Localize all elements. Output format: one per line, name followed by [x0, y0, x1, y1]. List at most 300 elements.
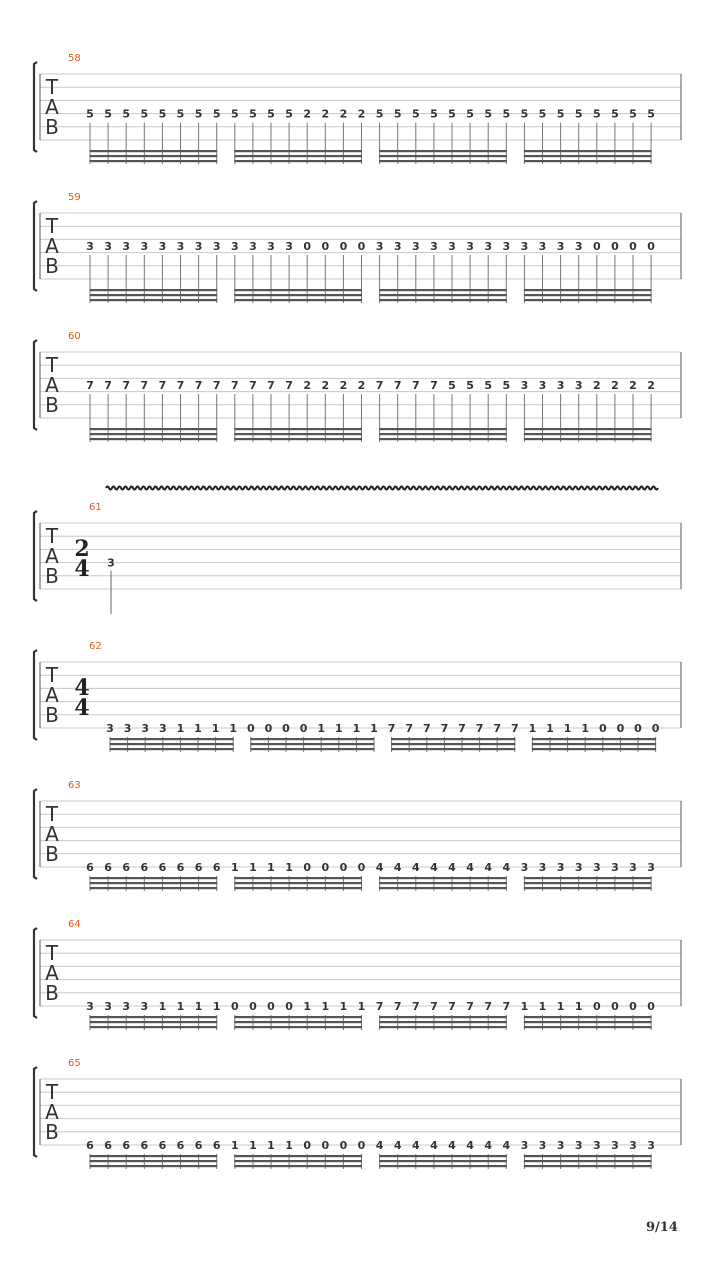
fret-number: 1: [211, 722, 220, 735]
tab-clef-letter: A: [45, 234, 59, 258]
system-bracket: [34, 1067, 37, 1157]
fret-number: 3: [411, 240, 420, 253]
beam: [532, 738, 656, 740]
beam: [90, 160, 218, 162]
vibrato-line: [106, 487, 658, 490]
beam: [90, 1155, 218, 1157]
fret-number: 0: [282, 722, 290, 735]
fret-number: 6: [212, 1139, 221, 1152]
beam: [234, 438, 362, 440]
beam: [90, 1016, 218, 1018]
fret-number: 1: [249, 1139, 257, 1152]
fret-number: 7: [502, 1000, 511, 1013]
tab-clef-letter: B: [45, 564, 59, 588]
fret-number: 0: [339, 1139, 348, 1152]
fret-number: 5: [194, 107, 203, 121]
fret-number: 0: [264, 722, 273, 735]
fret-number: 1: [317, 722, 326, 735]
beam: [234, 877, 362, 879]
fret-number: 5: [466, 379, 474, 392]
fret-number: 1: [176, 722, 185, 735]
fret-number: 3: [484, 240, 493, 253]
fret-number: 3: [556, 1139, 565, 1152]
fret-number: 5: [448, 107, 456, 121]
fret-number: 2: [357, 107, 366, 121]
tab-clef-letter: T: [45, 802, 59, 826]
fret-number: 3: [647, 1139, 655, 1152]
fret-number: 5: [104, 107, 112, 121]
fret-number: 5: [484, 379, 493, 392]
beam: [379, 438, 507, 440]
beam: [524, 433, 652, 435]
tab-clef-letter: A: [45, 95, 59, 119]
beam: [379, 289, 507, 291]
fret-number: 7: [484, 1000, 493, 1013]
tab-clef-letter: A: [45, 544, 59, 568]
fret-number: 5: [430, 107, 438, 121]
fret-number: 3: [122, 1000, 131, 1013]
beam: [379, 155, 507, 157]
fret-number: 3: [538, 1139, 547, 1152]
fret-number: 5: [285, 107, 293, 121]
fret-number: 7: [158, 379, 167, 392]
fret-number: 7: [430, 379, 438, 392]
measure-number: 60: [68, 331, 81, 342]
fret-number: 1: [285, 1139, 293, 1152]
beam: [234, 1021, 362, 1023]
fret-number: 4: [411, 1139, 420, 1152]
fret-number: 6: [158, 1139, 167, 1152]
tab-clef-letter: A: [45, 822, 59, 846]
system-bracket: [34, 201, 37, 291]
tab-clef-letter: B: [45, 1120, 59, 1144]
fret-number: 3: [230, 240, 239, 253]
fret-number: 1: [158, 1000, 167, 1013]
staff-system: [34, 780, 681, 891]
beam: [524, 428, 652, 430]
fret-number: 6: [86, 861, 94, 874]
beam: [391, 738, 515, 740]
beam: [90, 1165, 218, 1167]
beam: [90, 150, 218, 152]
measure-number: 65: [68, 1058, 81, 1069]
beam: [524, 438, 652, 440]
fret-number: 1: [581, 722, 590, 735]
fret-number: 0: [357, 1139, 366, 1152]
fret-number: 0: [321, 240, 330, 253]
fret-number: 4: [484, 861, 493, 874]
beam: [234, 887, 362, 889]
fret-number: 3: [393, 240, 402, 253]
fret-number: 3: [86, 1000, 94, 1013]
fret-number: 1: [546, 722, 554, 735]
beam: [379, 1165, 507, 1167]
tab-clef-letter: A: [45, 1100, 59, 1124]
tab-clef-letter: T: [45, 524, 59, 548]
system-bracket: [34, 928, 37, 1018]
fret-number: 3: [140, 240, 149, 253]
fret-number: 7: [448, 1000, 456, 1013]
fret-number: 5: [502, 107, 511, 121]
tab-clef-letter: T: [45, 75, 59, 99]
beam: [379, 428, 507, 430]
fret-number: 5: [393, 107, 402, 121]
staff-system: [34, 487, 681, 615]
fret-number: 0: [592, 240, 601, 253]
beam: [234, 1160, 362, 1162]
fret-number: 3: [212, 240, 221, 253]
fret-number: 6: [86, 1139, 94, 1152]
beam: [234, 882, 362, 884]
measure-number: 58: [68, 53, 81, 64]
time-signature-digit: 4: [74, 695, 90, 721]
fret-number: 3: [592, 861, 601, 874]
fret-number: 5: [556, 107, 565, 121]
beam: [90, 294, 218, 296]
fret-number: 4: [393, 1139, 402, 1152]
fret-number: 3: [647, 861, 655, 874]
fret-number: 0: [339, 240, 348, 253]
fret-number: 3: [194, 240, 203, 253]
fret-number: 3: [629, 861, 637, 874]
tab-clef-letter: T: [45, 214, 59, 238]
fret-number: 3: [158, 240, 167, 253]
beam: [90, 299, 218, 301]
fret-number: 3: [267, 240, 275, 253]
measure-number: 63: [68, 780, 81, 791]
fret-number: 3: [520, 861, 529, 874]
beam: [524, 150, 652, 152]
beam: [90, 433, 218, 435]
fret-number: 5: [538, 107, 547, 121]
fret-number: 3: [611, 1139, 619, 1152]
fret-number: 0: [629, 240, 637, 253]
fret-number: 3: [106, 722, 114, 735]
system-bracket: [34, 789, 37, 879]
fret-number: 6: [122, 1139, 131, 1152]
tab-clef-letter: T: [45, 353, 59, 377]
beam: [524, 155, 652, 157]
beam: [379, 1021, 507, 1023]
beam: [524, 1021, 652, 1023]
fret-number: 4: [466, 1139, 474, 1152]
fret-number: 3: [141, 722, 150, 735]
fret-number: 5: [267, 107, 275, 121]
fret-number: 1: [303, 1000, 312, 1013]
fret-number: 3: [611, 861, 619, 874]
beam: [524, 1026, 652, 1028]
beam: [110, 738, 234, 740]
fret-number: 4: [448, 861, 456, 874]
fret-number: 7: [475, 722, 484, 735]
fret-number: 4: [502, 861, 511, 874]
system-bracket: [34, 340, 37, 430]
fret-number: 3: [107, 556, 115, 570]
fret-number: 2: [321, 107, 330, 121]
time-signature-digit: 2: [74, 536, 90, 562]
beam: [524, 299, 652, 301]
fret-number: 1: [556, 1000, 565, 1013]
beam: [524, 289, 652, 291]
beam: [532, 748, 656, 750]
fret-number: 7: [405, 722, 414, 735]
fret-number: 5: [158, 107, 167, 121]
beam: [90, 1026, 218, 1028]
fret-number: 1: [267, 1139, 275, 1152]
fret-number: 3: [104, 1000, 112, 1013]
fret-number: 3: [104, 240, 112, 253]
fret-number: 0: [249, 1000, 257, 1013]
fret-number: 3: [285, 240, 293, 253]
fret-number: 0: [598, 722, 607, 735]
tab-clef-letter: B: [45, 115, 59, 139]
beam: [90, 882, 218, 884]
fret-number: 0: [611, 240, 619, 253]
fret-number: 2: [647, 379, 655, 392]
fret-number: 5: [484, 107, 493, 121]
fret-number: 5: [466, 107, 474, 121]
fret-number: 6: [212, 861, 221, 874]
beam: [90, 1160, 218, 1162]
fret-number: 3: [448, 240, 456, 253]
fret-number: 0: [246, 722, 255, 735]
fret-number: 3: [520, 379, 529, 392]
staff-system: [34, 919, 681, 1030]
beam: [379, 299, 507, 301]
beam: [379, 887, 507, 889]
beam: [234, 155, 362, 157]
fret-number: 2: [321, 379, 330, 392]
fret-number: 0: [230, 1000, 239, 1013]
fret-number: 1: [339, 1000, 348, 1013]
system-bracket: [34, 62, 37, 152]
fret-number: 6: [140, 1139, 149, 1152]
fret-number: 4: [466, 861, 474, 874]
fret-number: 2: [357, 379, 366, 392]
fret-number: 7: [510, 722, 519, 735]
fret-number: 1: [352, 722, 361, 735]
fret-number: 2: [339, 379, 348, 392]
fret-number: 1: [194, 722, 202, 735]
fret-number: 1: [321, 1000, 330, 1013]
fret-number: 7: [285, 379, 293, 392]
tab-clef-letter: A: [45, 373, 59, 397]
fret-number: 5: [140, 107, 149, 121]
fret-number: 7: [122, 379, 131, 392]
fret-number: 5: [375, 107, 384, 121]
fret-number: 1: [528, 722, 537, 735]
fret-number: 7: [393, 1000, 402, 1013]
fret-number: 5: [574, 107, 583, 121]
fret-number: 4: [448, 1139, 456, 1152]
beam: [234, 299, 362, 301]
fret-number: 3: [86, 240, 94, 253]
beam: [110, 748, 234, 750]
fret-number: 6: [104, 1139, 112, 1152]
fret-number: 7: [86, 379, 94, 392]
measure-number: 59: [68, 192, 81, 203]
beam: [379, 882, 507, 884]
fret-number: 0: [616, 722, 625, 735]
fret-number: 6: [194, 861, 203, 874]
measure-number: 62: [89, 641, 102, 652]
staff-system: [34, 1058, 681, 1169]
fret-number: 2: [592, 379, 601, 392]
tab-clef-letter: B: [45, 981, 59, 1005]
beam: [524, 1165, 652, 1167]
fret-number: 1: [563, 722, 572, 735]
fret-number: 1: [538, 1000, 547, 1013]
fret-number: 3: [122, 240, 131, 253]
staff-system: [34, 331, 681, 442]
fret-number: 7: [422, 722, 431, 735]
page-number: 9/14: [646, 1220, 678, 1235]
fret-number: 3: [574, 861, 583, 874]
fret-number: 5: [611, 107, 619, 121]
fret-number: 1: [176, 1000, 185, 1013]
beam: [250, 743, 374, 745]
fret-number: 7: [466, 1000, 474, 1013]
fret-number: 5: [86, 107, 94, 121]
fret-number: 2: [611, 379, 619, 392]
fret-number: 7: [194, 379, 203, 392]
beam: [250, 748, 374, 750]
fret-number: 4: [430, 1139, 438, 1152]
beam: [234, 294, 362, 296]
fret-number: 3: [249, 240, 257, 253]
beam: [234, 428, 362, 430]
fret-number: 3: [375, 240, 384, 253]
beam: [379, 433, 507, 435]
fret-number: 7: [249, 379, 257, 392]
tab-clef-letter: T: [45, 1080, 59, 1104]
fret-number: 2: [303, 107, 312, 121]
fret-number: 4: [484, 1139, 493, 1152]
beam: [379, 1026, 507, 1028]
fret-number: 3: [538, 379, 547, 392]
fret-number: 4: [430, 861, 438, 874]
beam: [90, 155, 218, 157]
fret-number: 1: [574, 1000, 583, 1013]
system-bracket: [34, 650, 37, 740]
beam: [90, 438, 218, 440]
beam: [379, 294, 507, 296]
fret-number: 5: [520, 107, 529, 121]
fret-number: 0: [321, 861, 330, 874]
fret-number: 3: [123, 722, 132, 735]
fret-number: 3: [538, 861, 547, 874]
fret-number: 7: [430, 1000, 438, 1013]
fret-number: 5: [647, 107, 655, 121]
beam: [524, 887, 652, 889]
fret-number: 3: [158, 722, 167, 735]
fret-number: 7: [212, 379, 221, 392]
fret-number: 0: [647, 1000, 655, 1013]
fret-number: 5: [249, 107, 257, 121]
fret-number: 7: [493, 722, 502, 735]
fret-number: 1: [230, 1139, 239, 1152]
fret-number: 3: [574, 379, 583, 392]
beam: [524, 1155, 652, 1157]
fret-number: 7: [176, 379, 185, 392]
beam: [379, 1016, 507, 1018]
fret-number: 2: [339, 107, 348, 121]
fret-number: 7: [267, 379, 275, 392]
beam: [379, 1155, 507, 1157]
fret-number: 0: [357, 861, 366, 874]
beam: [234, 1016, 362, 1018]
fret-number: 3: [520, 1139, 529, 1152]
tab-clef-letter: B: [45, 703, 59, 727]
fret-number: 1: [334, 722, 343, 735]
fret-number: 3: [556, 861, 565, 874]
fret-number: 0: [634, 722, 642, 735]
beam: [234, 289, 362, 291]
fret-number: 3: [556, 379, 565, 392]
fret-number: 0: [299, 722, 308, 735]
fret-number: 0: [303, 861, 312, 874]
beam: [250, 738, 374, 740]
fret-number: 7: [411, 379, 420, 392]
fret-number: 3: [466, 240, 474, 253]
beam: [234, 1155, 362, 1157]
beam: [524, 294, 652, 296]
time-signature-digit: 4: [74, 556, 90, 582]
fret-number: 4: [375, 1139, 384, 1152]
tab-clef-letter: B: [45, 254, 59, 278]
fret-number: 6: [158, 861, 167, 874]
beam: [524, 877, 652, 879]
staff-system: [34, 192, 681, 303]
beam: [90, 887, 218, 889]
tab-clef-letter: B: [45, 842, 59, 866]
fret-number: 3: [592, 1139, 601, 1152]
fret-number: 0: [629, 1000, 637, 1013]
time-signature-digit: 4: [74, 675, 90, 701]
beam: [234, 1165, 362, 1167]
fret-number: 1: [285, 861, 293, 874]
measure-number: 61: [89, 502, 102, 513]
fret-number: 3: [538, 240, 547, 253]
fret-number: 0: [267, 1000, 275, 1013]
measure-number: 64: [68, 919, 81, 930]
fret-number: 7: [411, 1000, 420, 1013]
fret-number: 0: [303, 1139, 312, 1152]
fret-number: 3: [556, 240, 565, 253]
fret-number: 7: [458, 722, 466, 735]
beam: [234, 1026, 362, 1028]
beam: [90, 1021, 218, 1023]
beam: [90, 877, 218, 879]
fret-number: 3: [520, 240, 529, 253]
fret-number: 1: [194, 1000, 203, 1013]
fret-number: 1: [370, 722, 378, 735]
beam: [234, 160, 362, 162]
fret-number: 5: [502, 379, 511, 392]
fret-number: 0: [357, 240, 366, 253]
fret-number: 0: [303, 240, 312, 253]
beam: [391, 743, 515, 745]
fret-number: 0: [592, 1000, 601, 1013]
fret-number: 0: [611, 1000, 619, 1013]
fret-number: 6: [104, 861, 112, 874]
fret-number: 3: [629, 1139, 637, 1152]
fret-number: 0: [339, 861, 348, 874]
fret-number: 5: [629, 107, 637, 121]
fret-number: 7: [393, 379, 402, 392]
fret-number: 6: [194, 1139, 203, 1152]
fret-number: 7: [230, 379, 239, 392]
